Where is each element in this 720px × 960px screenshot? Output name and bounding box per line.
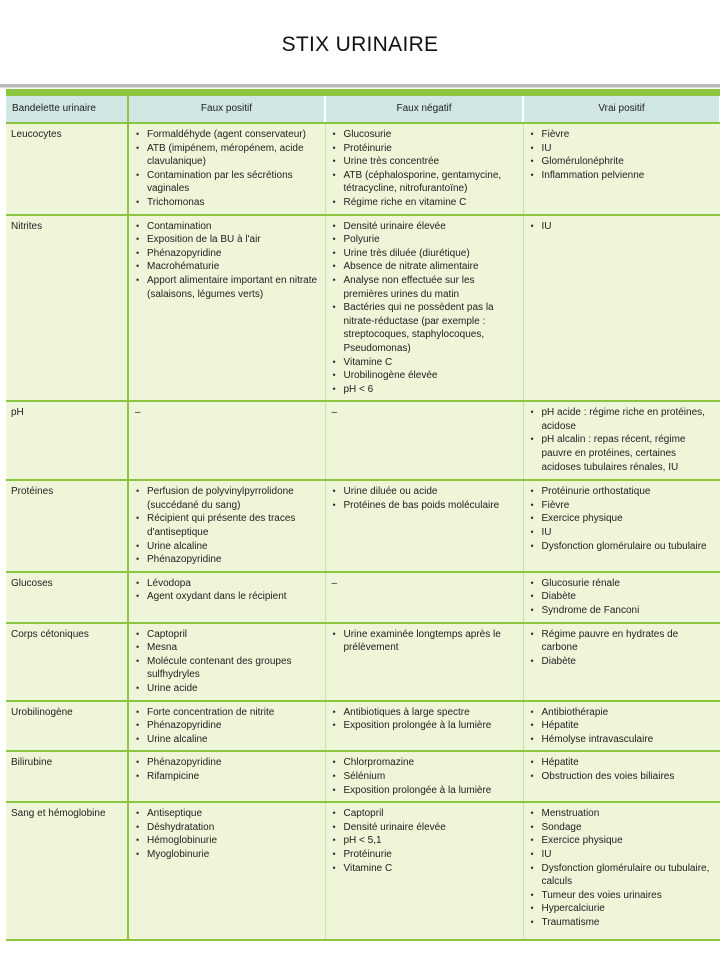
list-item: • Lévodopa (135, 577, 319, 591)
list-item: • Hypercalciurie (530, 902, 715, 916)
list-item: • Antibiotiques à large spectre (332, 706, 517, 720)
faux-negatif-cell (325, 480, 523, 572)
faux-negatif-cell (325, 123, 523, 215)
list-item: • Myoglobinurie (135, 848, 319, 862)
list-item: • Antiseptique (135, 807, 319, 821)
list-item: • Vitamine C (332, 356, 517, 370)
list-item: • Hémolyse intravasculaire (530, 733, 715, 747)
table-header-row (6, 96, 720, 123)
table-row (6, 802, 720, 940)
list-item: • Diabète (530, 590, 715, 604)
list-item: • Captopril (332, 807, 517, 821)
list-item: • Exercice physique (530, 512, 715, 526)
header-bandelette: Bandelette urinaire (6, 96, 128, 123)
faux-positif-cell (128, 215, 325, 402)
list-item: • Protéines de bas poids moléculaire (332, 499, 517, 513)
list-item: • pH < 6 (332, 383, 517, 397)
list-item: • Dysfonction glomérulaire ou tubulaire (530, 540, 715, 554)
row-label: Nitrites (6, 215, 128, 402)
list-item: • Protéinurie (332, 848, 517, 862)
title-divider-shadow (0, 87, 720, 88)
list-item: • Fièvre (530, 499, 715, 513)
list-item: • Formaldéhyde (agent conservateur) (135, 128, 319, 142)
faux-positif-cell (128, 701, 325, 752)
list-item: • Urine examinée longtemps après le prélèvement (332, 628, 517, 655)
table-row (6, 701, 720, 752)
list-item: • Molécule contenant des groupes sulfhydryles (135, 655, 319, 682)
header-faux-positif: Faux positif (128, 96, 325, 123)
faux-negatif-cell: – (325, 572, 523, 623)
list-item: • Chlorpromazine (332, 756, 517, 770)
list-item: • Analyse non effectuée sur les premières urines du matin (332, 274, 517, 301)
list-item: • Urine acide (135, 682, 319, 696)
list-item: • Récipient qui présente des traces d'antiseptique (135, 512, 319, 539)
table-row (6, 215, 720, 402)
list-item: • Déshydratation (135, 821, 319, 835)
list-item: • Exposition prolongée à la lumière (332, 784, 517, 798)
faux-negatif-cell (325, 623, 523, 701)
list-item: • Traumatisme (530, 916, 715, 930)
list-item: • Exercice physique (530, 834, 715, 848)
faux-positif-cell: – (128, 401, 325, 480)
list-item: • Absence de nitrate alimentaire (332, 260, 517, 274)
faux-negatif-cell (325, 751, 523, 802)
list-item: • Hémoglobinurie (135, 834, 319, 848)
list-item: • Inflammation pelvienne (530, 169, 715, 183)
list-item: • Exposition de la BU à l'air (135, 233, 319, 247)
list-item: • Exposition prolongée à la lumière (332, 719, 517, 733)
faux-positif-cell (128, 751, 325, 802)
list-item: • Obstruction des voies biliaires (530, 770, 715, 784)
row-label: pH (6, 401, 128, 480)
list-item: • Urobilinogène élevée (332, 369, 517, 383)
faux-positif-cell (128, 123, 325, 215)
list-item: • Hépatite (530, 756, 715, 770)
list-item: • Syndrome de Fanconi (530, 604, 715, 618)
list-item: • Phénazopyridine (135, 553, 319, 567)
list-item: • Densité urinaire élevée (332, 821, 517, 835)
list-item: • IU (530, 220, 715, 234)
list-item: • Menstruation (530, 807, 715, 821)
list-item: • Diabète (530, 655, 715, 669)
table-row (6, 572, 720, 623)
list-item: • Urine alcaline (135, 540, 319, 554)
vrai-positif-cell (523, 572, 720, 623)
row-label: Protéines (6, 480, 128, 572)
table-row (6, 751, 720, 802)
list-item: • Dysfonction glomérulaire ou tubulaire, calculs (530, 862, 715, 889)
list-item: • Macrohématurie (135, 260, 319, 274)
list-item: • IU (530, 848, 715, 862)
table-top-border (6, 89, 720, 96)
row-label: Corps cétoniques (6, 623, 128, 701)
list-item: • Bactéries qui ne possèdent pas la nitrate-réductase (par exemple : streptocoques, staphylocoques, Pseudomonas) (332, 301, 517, 355)
list-item: • Phénazopyridine (135, 719, 319, 733)
list-item: • Régime pauvre en hydrates de carbone (530, 628, 715, 655)
row-label: Leucocytes (6, 123, 128, 215)
faux-positif-cell (128, 623, 325, 701)
list-item: • Apport alimentaire important en nitrate (salaisons, légumes verts) (135, 274, 319, 301)
vrai-positif-cell (523, 701, 720, 752)
faux-negatif-cell (325, 701, 523, 752)
list-item: • Urine très diluée (diurétique) (332, 247, 517, 261)
faux-negatif-cell (325, 215, 523, 402)
urine-dipstick-table (6, 96, 720, 941)
faux-negatif-cell: – (325, 401, 523, 480)
list-item: • Phénazopyridine (135, 247, 319, 261)
list-item: • Contamination par les sécrétions vaginales (135, 169, 319, 196)
table-row (6, 623, 720, 701)
list-item: • Forte concentration de nitrite (135, 706, 319, 720)
list-item: • Protéinurie (332, 142, 517, 156)
list-item: • pH alcalin : repas récent, régime pauvre en protéines, certaines acidoses tubulaires rénales, IU (530, 433, 715, 474)
list-item: • Antibiothérapie (530, 706, 715, 720)
list-item: • Mesna (135, 641, 319, 655)
list-item: • Tumeur des voies urinaires (530, 889, 715, 903)
vrai-positif-cell (523, 123, 720, 215)
row-label: Bilirubine (6, 751, 128, 802)
list-item: • Densité urinaire élevée (332, 220, 517, 234)
list-item: • Urine diluée ou acide (332, 485, 517, 499)
list-item: • Agent oxydant dans le récipient (135, 590, 319, 604)
faux-positif-cell (128, 480, 325, 572)
table-row (6, 401, 720, 480)
faux-positif-cell (128, 572, 325, 623)
page-title: STIX URINAIRE (281, 33, 439, 56)
row-label: Glucoses (6, 572, 128, 623)
list-item: • Glomérulonéphrite (530, 155, 715, 169)
list-item: • Fièvre (530, 128, 715, 142)
list-item: • IU (530, 142, 715, 156)
list-item: • Rifampicine (135, 770, 319, 784)
list-item: • Sélénium (332, 770, 517, 784)
header-vrai-positif: Vrai positif (523, 96, 720, 123)
table-row (6, 123, 720, 215)
list-item: • Urine alcaline (135, 733, 319, 747)
list-item: • Sondage (530, 821, 715, 835)
header-faux-negatif: Faux négatif (325, 96, 523, 123)
vrai-positif-cell (523, 751, 720, 802)
list-item: • Urine très concentrée (332, 155, 517, 169)
list-item: • pH acide : régime riche en protéines, acidose (530, 406, 715, 433)
vrai-positif-cell (523, 623, 720, 701)
list-item: • Hépatite (530, 719, 715, 733)
list-item: • Polyurie (332, 233, 517, 247)
list-item: • Régime riche en vitamine C (332, 196, 517, 210)
list-item: • IU (530, 526, 715, 540)
list-item: • ATB (céphalosporine, gentamycine, tétracycline, nitrofurantoïne) (332, 169, 517, 196)
vrai-positif-cell (523, 401, 720, 480)
row-label: Urobilinogène (6, 701, 128, 752)
vrai-positif-cell (523, 802, 720, 940)
vrai-positif-cell (523, 480, 720, 572)
row-label: Sang et hémoglobine (6, 802, 128, 940)
faux-positif-cell (128, 802, 325, 940)
table-row (6, 480, 720, 572)
list-item: • Phénazopyridine (135, 756, 319, 770)
list-item: • Protéinurie orthostatique (530, 485, 715, 499)
list-item: • Glucosurie rénale (530, 577, 715, 591)
faux-negatif-cell (325, 802, 523, 940)
vrai-positif-cell (523, 215, 720, 402)
list-item: • Vitamine C (332, 862, 517, 876)
list-item: • Trichomonas (135, 196, 319, 210)
list-item: • Captopril (135, 628, 319, 642)
list-item: • pH < 5,1 (332, 834, 517, 848)
list-item: • Perfusion de polyvinylpyrrolidone (succédané du sang) (135, 485, 319, 512)
list-item: • Contamination (135, 220, 319, 234)
list-item: • Glucosurie (332, 128, 517, 142)
list-item: • ATB (imipénem, méropénem, acide clavulanique) (135, 142, 319, 169)
